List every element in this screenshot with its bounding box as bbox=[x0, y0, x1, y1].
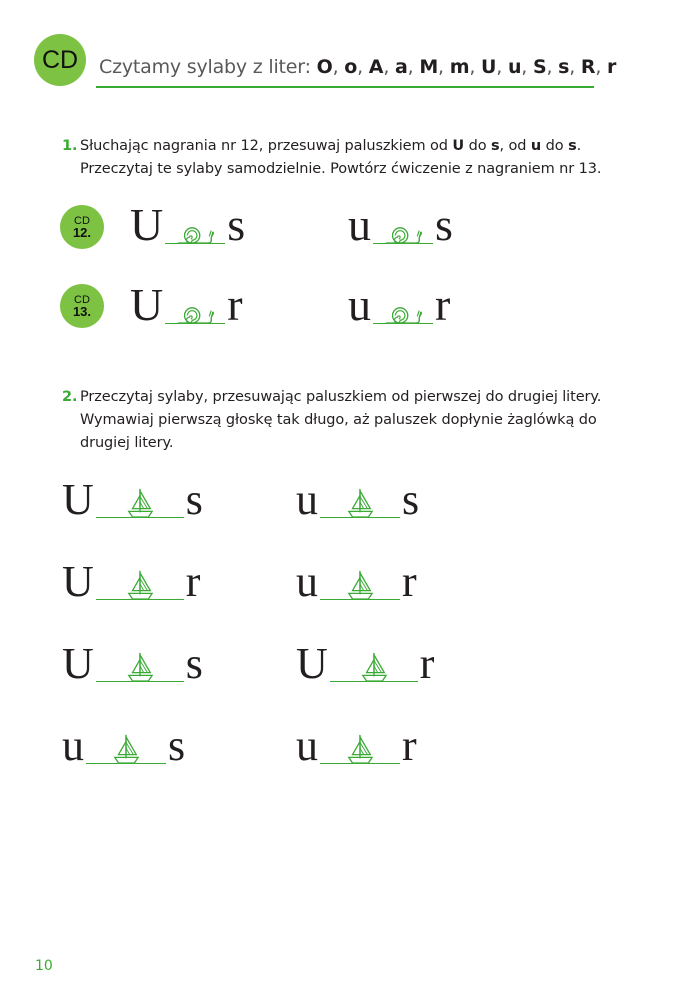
sailboat-icon bbox=[346, 733, 374, 765]
page-number: 10 bbox=[35, 958, 53, 974]
sailboat-icon bbox=[360, 651, 388, 683]
cd-track-13-button[interactable]: CD 13. bbox=[60, 284, 104, 328]
syllable-u-s[interactable]: u s bbox=[62, 721, 186, 770]
exercise-1-instructions: 1. Słuchając nagrania nr 12, przesuwaj paluszkiem od U do s, od u do s. Przeczytaj te sylaby samodzielnie. Powtórz ćwiczenie z nagraniem nr 13. bbox=[62, 135, 662, 181]
syllable-u-s[interactable]: u s bbox=[296, 475, 420, 524]
sailboat-icon bbox=[126, 569, 154, 601]
cd-badge-label: CD bbox=[41, 45, 79, 74]
syllable-u-s[interactable]: u s bbox=[348, 199, 453, 250]
title-letter: U bbox=[481, 56, 497, 78]
syllable-U-s[interactable]: U s bbox=[130, 199, 246, 250]
header-divider bbox=[96, 86, 594, 88]
syllable-u-r[interactable]: u r bbox=[296, 557, 417, 606]
syllable-u-r[interactable]: u r bbox=[296, 721, 417, 770]
syllable-U-r[interactable]: U r bbox=[62, 557, 201, 606]
sailboat-icon bbox=[126, 651, 154, 683]
exercise-number: 2. bbox=[62, 389, 78, 405]
title-letter: u bbox=[507, 56, 522, 78]
title-letter: a bbox=[395, 56, 408, 78]
page-title: Czytamy sylaby z liter: O, o, A, a, M, m, U, u, S, s, R, r bbox=[99, 56, 617, 78]
syllable-U-s[interactable]: U s bbox=[62, 639, 203, 688]
syllable-U-r[interactable]: U r bbox=[130, 279, 243, 330]
sailboat-icon bbox=[112, 733, 140, 765]
title-letter: O bbox=[316, 56, 333, 78]
cd-icon bbox=[34, 34, 86, 86]
title-prefix: Czytamy sylaby z liter: bbox=[99, 56, 317, 78]
sailboat-icon bbox=[126, 487, 154, 519]
cd-track-12-button[interactable]: CD 12. bbox=[60, 205, 104, 249]
title-letter: r bbox=[607, 56, 617, 78]
exercise-number: 1. bbox=[62, 138, 78, 154]
title-letter: m bbox=[449, 56, 470, 78]
exercise-2-instructions: 2. Przeczytaj sylaby, przesuwając paluszkiem od pierwszej do drugiej litery. Wymawiaj pierwszą głoskę tak długo, aż paluszek dopłynie żaglówką do drugiej litery. bbox=[62, 386, 662, 455]
sailboat-icon bbox=[346, 569, 374, 601]
syllable-U-r[interactable]: U r bbox=[296, 639, 435, 688]
title-letter: A bbox=[368, 56, 384, 78]
syllable-U-s[interactable]: U s bbox=[62, 475, 203, 524]
syllable-u-r[interactable]: u r bbox=[348, 279, 451, 330]
title-letter: o bbox=[344, 56, 358, 78]
sailboat-icon bbox=[346, 487, 374, 519]
title-letter: R bbox=[580, 56, 596, 78]
title-letter: S bbox=[532, 56, 547, 78]
title-letter: M bbox=[419, 56, 439, 78]
title-letter: s bbox=[558, 56, 570, 78]
